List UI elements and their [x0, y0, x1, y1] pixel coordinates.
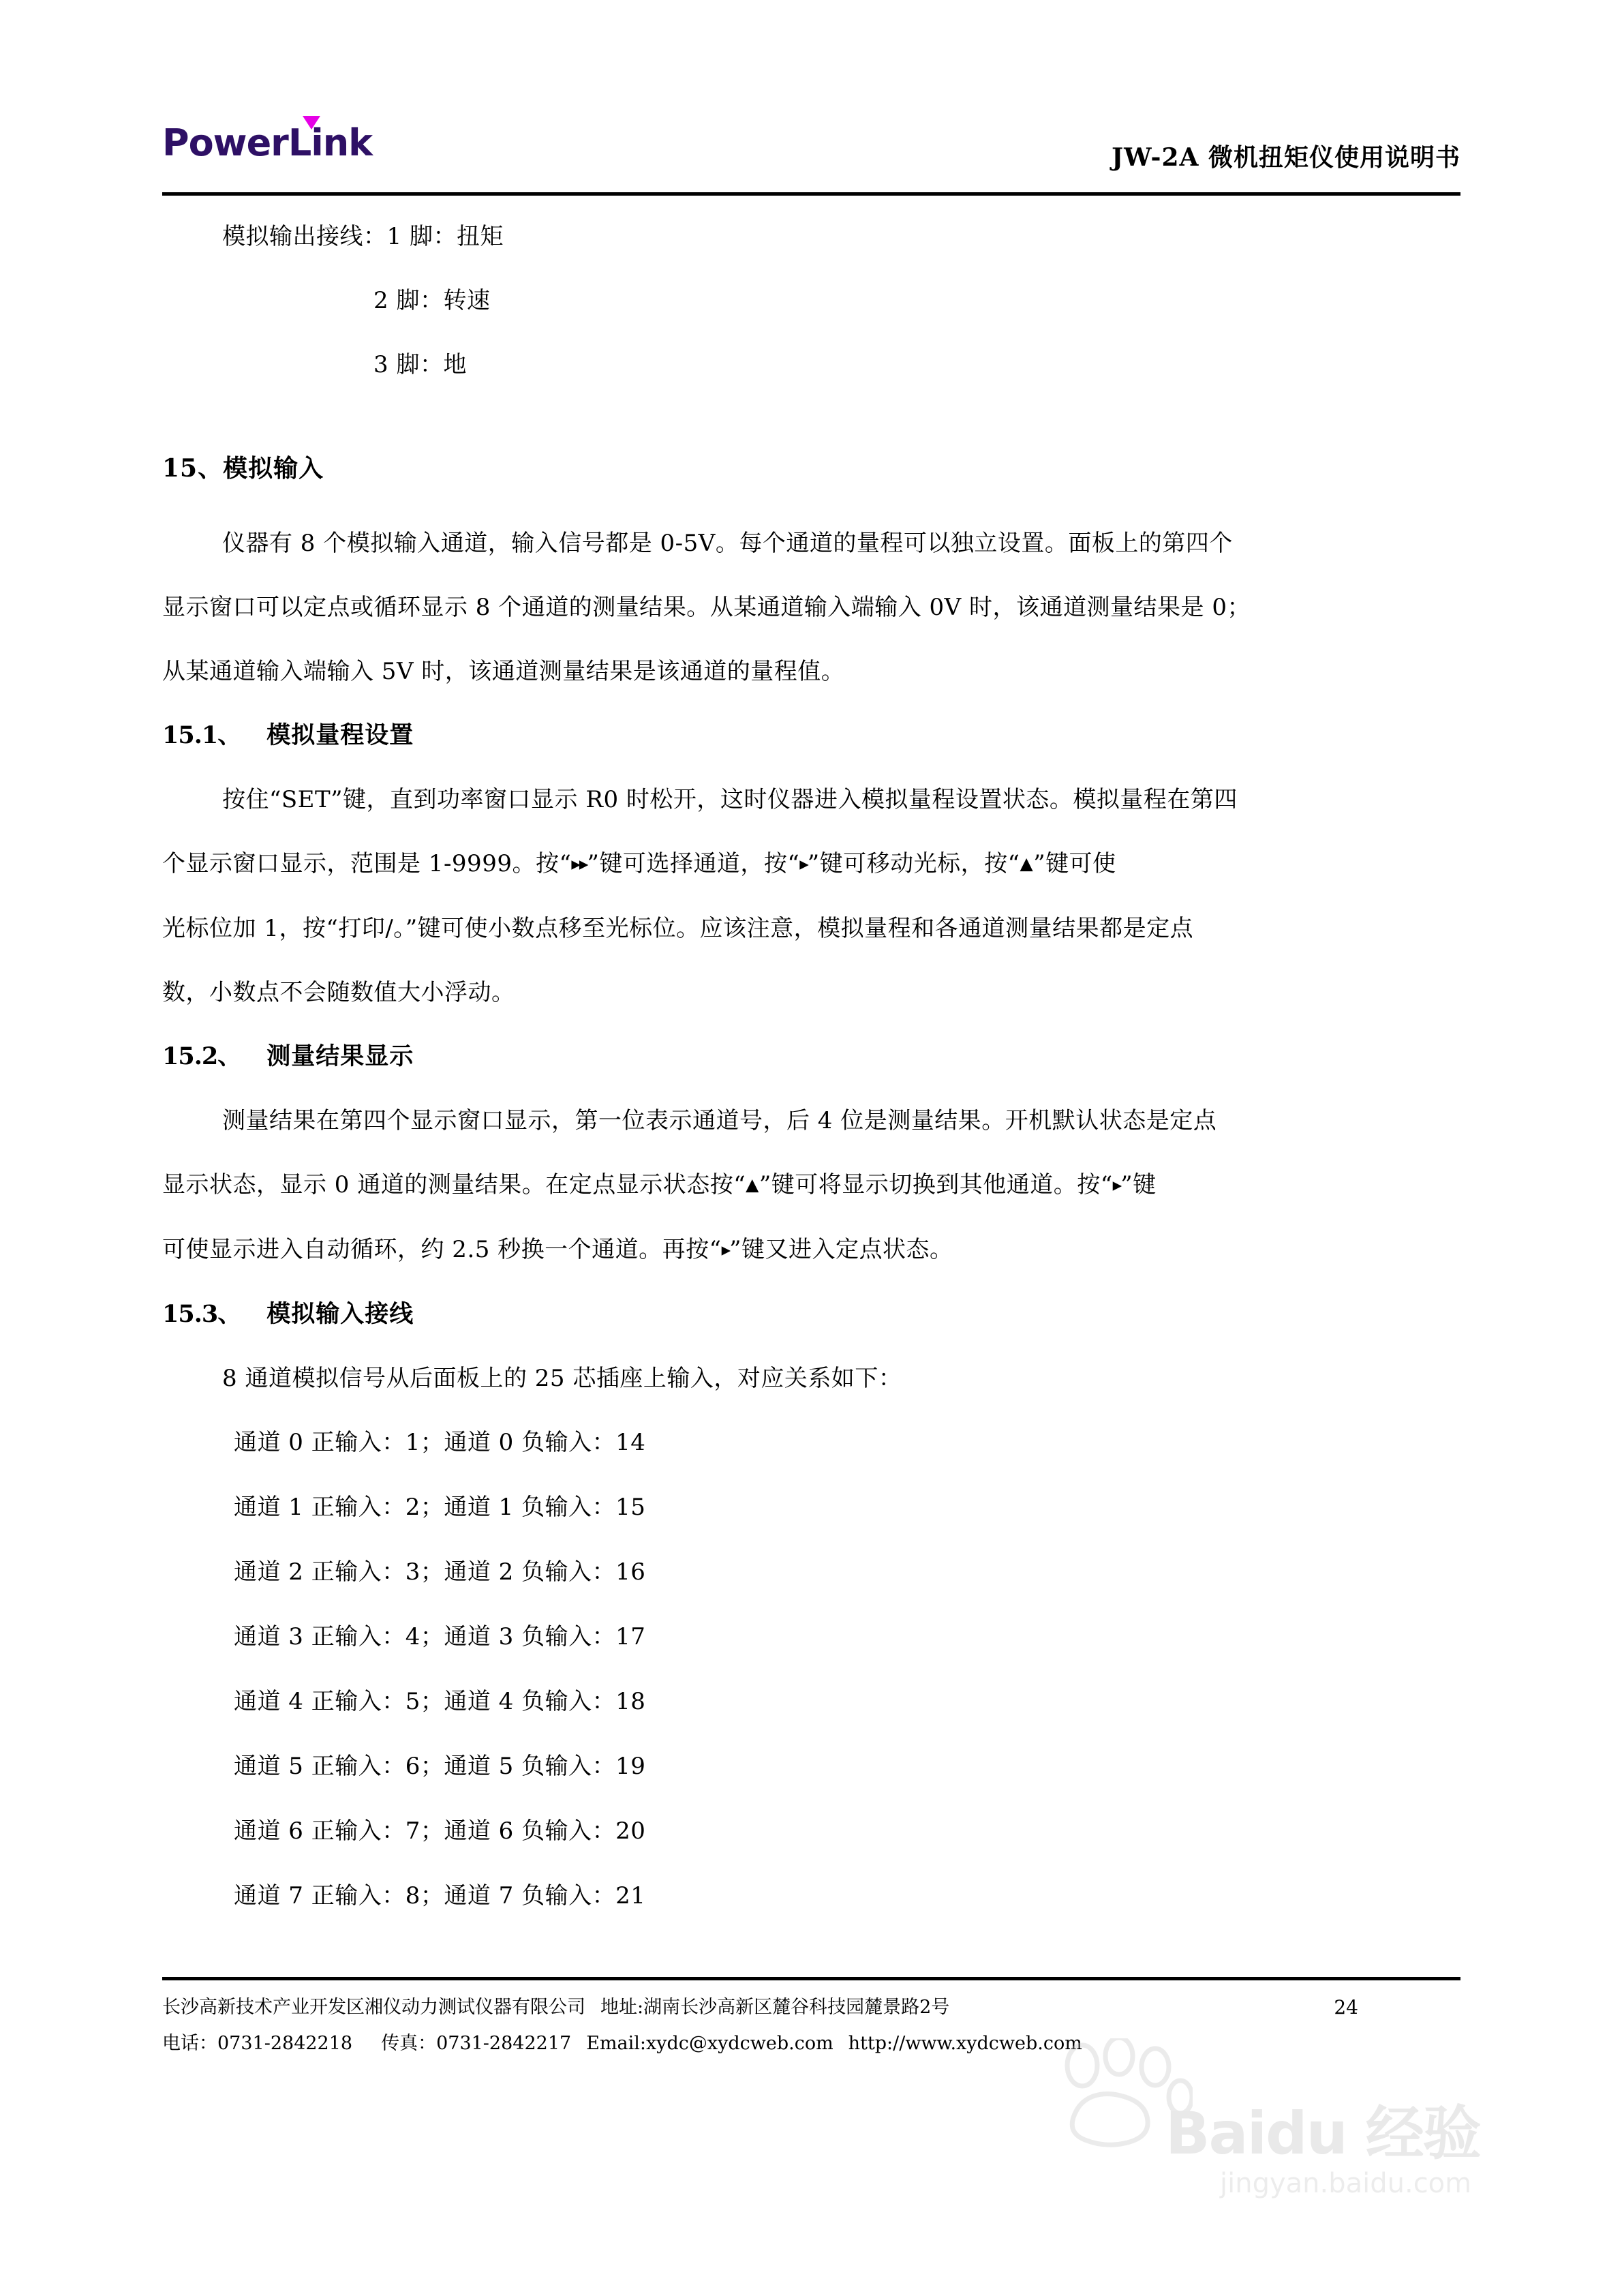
analog-output-line-1: 模拟输出接线：1 脚：扭矩 — [222, 223, 504, 250]
heading-15-3-number: 15.3、 — [162, 1300, 241, 1328]
heading-15-1-title: 模拟量程设置 — [266, 721, 414, 749]
powerlink-logo — [162, 121, 373, 164]
section-15-2-line-3 — [162, 1218, 1460, 1282]
baidu-watermark — [1050, 2038, 1527, 2263]
triangle-up-icon: ▲ — [1020, 854, 1034, 873]
heading-15-3-title: 模拟输入接线 — [266, 1300, 414, 1328]
section-15-para-line-3: 从某通道输入端输入 5V 时，该通道测量结果是该通道的量程值。 — [162, 658, 845, 685]
channel-wiring-item: 通道 2 正输入：3；通道 2 负输入：16 — [234, 1558, 646, 1586]
section-15-2-paragraph — [162, 1089, 1460, 1282]
play-right-icon: ▸ — [799, 854, 808, 875]
section-15-2-line-1: 测量结果在第四个显示窗口显示，第一位表示通道号，后 4 位是测量结果。开机默认状态是定点 — [222, 1107, 1217, 1134]
page-content — [162, 205, 1460, 1929]
s152-l2-c: ”键 — [1120, 1171, 1157, 1198]
heading-section-15: 15、模拟输入 — [162, 454, 324, 483]
logo-triangle-icon — [303, 116, 320, 130]
spacer — [162, 500, 1460, 511]
s152-l3-a: 可使显示进入自动循环，约 2.5 秒换一个通道。再按“ — [162, 1236, 722, 1263]
section-15-1-line-3: 光标位加 1，按“打印/。”键可使小数点移至光标位。应该注意，模拟量程和各通道测量结果都是定点 — [162, 915, 1194, 942]
watermark-url: jingyan.baidu.com — [1220, 2168, 1472, 2199]
section-15-3-intro: 8 通道模拟信号从后面板上的 25 芯插座上输入，对应关系如下： — [222, 1365, 902, 1392]
footer-fax: 传真：0731-2842217 — [381, 2033, 572, 2054]
footer-line-1 — [162, 1989, 1460, 2025]
section-15-paragraph — [162, 511, 1460, 704]
footer-email: Email:xydc@xydcweb.com — [586, 2033, 833, 2054]
play-right-icon: ▸ — [1112, 1175, 1121, 1196]
page-header — [162, 119, 1460, 194]
channel-wiring-item: 通道 4 正输入：5；通道 4 负输入：18 — [234, 1688, 646, 1715]
page-number: 24 — [1334, 1996, 1358, 2019]
heading-section-15-1 — [162, 704, 1460, 768]
channel-wiring-item: 通道 1 正输入：2；通道 1 负输入：15 — [234, 1494, 646, 1521]
s151-l2-b: ”键可选择通道，按“ — [587, 850, 800, 877]
footer-line-2 — [162, 2025, 1460, 2061]
footer-website: http://www.xydcweb.com — [848, 2033, 1082, 2054]
footer-divider — [162, 1977, 1460, 1980]
s151-l2-d: ”键可使 — [1033, 850, 1116, 877]
channel-wiring-list — [162, 1410, 1460, 1929]
footer-company: 长沙高新技术产业开发区湘仪动力测试仪器有限公司 — [162, 1997, 585, 2018]
s152-l2-a: 显示状态，显示 0 通道的测量结果。在定点显示状态按“ — [162, 1171, 746, 1198]
watermark-brand: Baidu 经验 — [1165, 2100, 1480, 2168]
heading-15-1-number: 15.1、 — [162, 721, 241, 749]
footer-phone: 电话：0731-2842218 — [162, 2033, 353, 2054]
fast-forward-icon: ▸▸ — [571, 854, 587, 875]
channel-wiring-item: 通道 3 正输入：4；通道 3 负输入：17 — [234, 1623, 646, 1650]
channel-wiring-item: 通道 5 正输入：6；通道 5 负输入：19 — [234, 1753, 646, 1780]
analog-output-line-2: 2 脚：转速 — [373, 287, 491, 314]
header-title: JW-2A 微机扭矩仪使用说明书 — [1112, 143, 1460, 172]
channel-wiring-item: 通道 6 正输入：7；通道 6 负输入：20 — [234, 1817, 646, 1845]
spacer — [162, 397, 1460, 421]
section-15-1-line-4: 数，小数点不会随数值大小浮动。 — [162, 979, 515, 1006]
s151-l2-a: 个显示窗口显示，范围是 1-9999。按“ — [162, 850, 572, 877]
s151-l2-c: ”键可移动光标，按“ — [807, 850, 1020, 877]
footer-address: 地址:湖南长沙高新区麓谷科技园麓景路2号 — [600, 1997, 950, 2018]
header-divider — [162, 192, 1460, 196]
section-15-para-line-1: 仪器有 8 个模拟输入通道，输入信号都是 0-5V。每个通道的量程可以独立设置。面板上的第四个 — [222, 530, 1233, 557]
logo-text: PowerLink — [162, 121, 373, 164]
section-15-1-line-1: 按住“SET”键，直到功率窗口显示 R0 时松开，这时仪器进入模拟量程设置状态。模拟量程在第四 — [222, 786, 1238, 813]
heading-section-15-2 — [162, 1025, 1460, 1089]
section-15-2-line-2 — [162, 1153, 1460, 1218]
play-right-icon: ▸ — [721, 1239, 730, 1260]
page-footer — [162, 1989, 1460, 2061]
heading-section-15-3 — [162, 1282, 1460, 1346]
s152-l2-b: ”键可将显示切换到其他通道。按“ — [759, 1171, 1113, 1198]
section-15-1-paragraph — [162, 768, 1460, 1025]
triangle-up-icon: ▲ — [746, 1175, 759, 1194]
channel-wiring-item: 通道 0 正输入：1；通道 0 负输入：14 — [234, 1429, 646, 1456]
section-15-para-line-2: 显示窗口可以定点或循环显示 8 个通道的测量结果。从某通道输入端输入 0V 时，该通道测量结果是 0； — [162, 594, 1251, 621]
heading-15-2-number: 15.2、 — [162, 1042, 241, 1070]
heading-15-2-title: 测量结果显示 — [266, 1042, 414, 1070]
analog-output-line-3: 3 脚：地 — [373, 351, 467, 378]
section-15-1-line-2 — [162, 832, 1460, 896]
channel-wiring-item: 通道 7 正输入：8；通道 7 负输入：21 — [234, 1882, 646, 1909]
s152-l3-b: ”键又进入定点状态。 — [729, 1236, 953, 1263]
